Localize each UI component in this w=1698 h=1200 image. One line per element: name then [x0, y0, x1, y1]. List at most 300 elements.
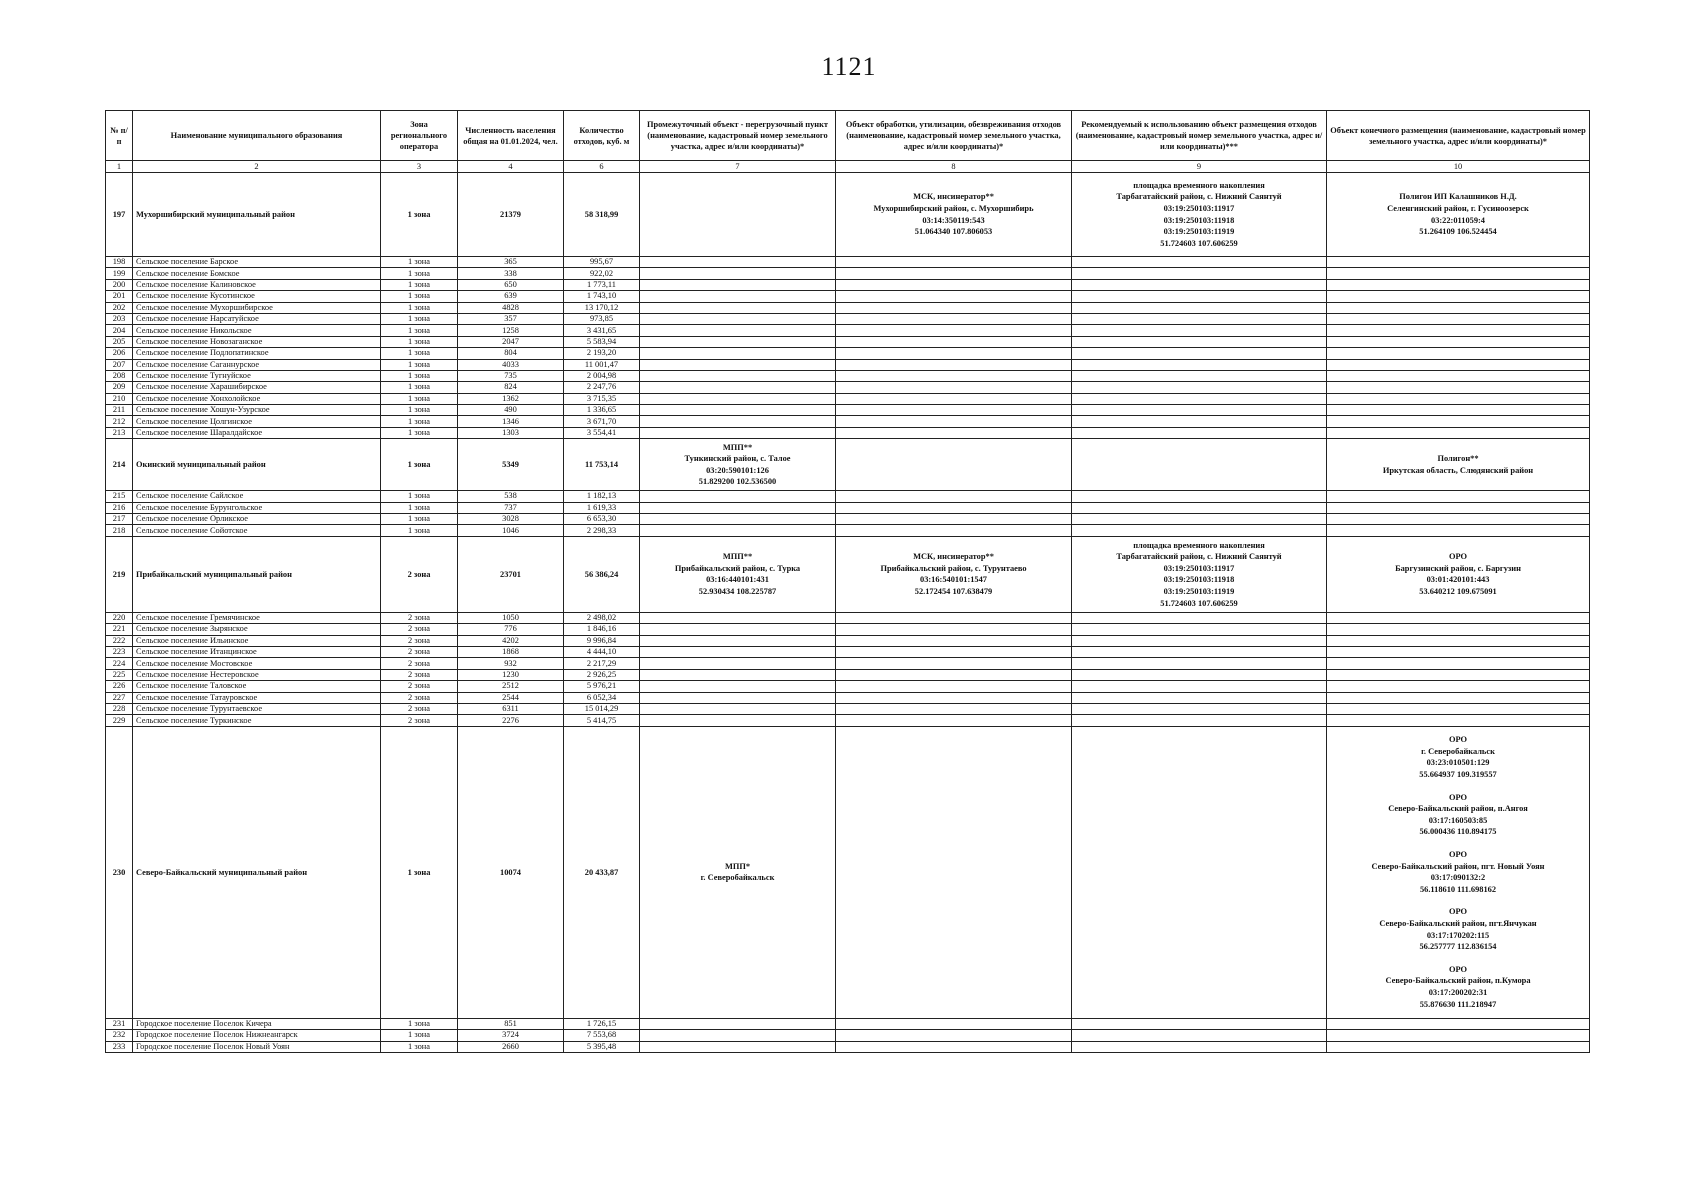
- recommended-facility: [1072, 405, 1327, 416]
- table-row: [106, 1018, 1590, 1029]
- district-row: [106, 536, 1590, 612]
- row-number: 232: [106, 1030, 133, 1041]
- recommended-facility: [1072, 302, 1327, 313]
- recommended-facility-line: Тарбагатайский район, с. Нижний Саянтуй: [1116, 192, 1282, 202]
- final-disposal: [1327, 635, 1590, 646]
- header-recommended: Рекомендуемый к использованию объект размещения отходов (наименование, кадастровый номер земельного участка, адрес и/или координаты)***: [1072, 111, 1327, 161]
- transfer-point-line: 03:16:440101:431: [706, 575, 769, 585]
- processing-facility: [836, 382, 1072, 393]
- population-value: 4033: [458, 359, 564, 370]
- table-row: [106, 370, 1590, 381]
- recommended-facility: [1072, 336, 1327, 347]
- waste-quantity: 922,02: [564, 268, 640, 279]
- population-value: 1346: [458, 416, 564, 427]
- row-number: 229: [106, 715, 133, 726]
- processing-facility: [836, 393, 1072, 404]
- processing-facility: [836, 173, 1072, 257]
- recommended-facility-line: 03:19:250103:11919: [1163, 586, 1235, 596]
- population-value: 21379: [458, 173, 564, 257]
- recommended-facility: [1072, 370, 1327, 381]
- row-number: 224: [106, 658, 133, 669]
- column-number: 3: [381, 161, 458, 173]
- municipality-name: Сельское поселение Итанцинское: [133, 646, 381, 657]
- recommended-facility: [1072, 382, 1327, 393]
- table-row: [106, 646, 1590, 657]
- processing-facility: [836, 313, 1072, 324]
- processing-facility: [836, 612, 1072, 623]
- final-disposal: [1327, 336, 1590, 347]
- column-number: 1: [106, 161, 133, 173]
- final-disposal: [1327, 624, 1590, 635]
- final-disposal: [1327, 382, 1590, 393]
- final-disposal: [1327, 1018, 1590, 1029]
- waste-quantity: 2 498,02: [564, 612, 640, 623]
- table-row: [106, 302, 1590, 313]
- transfer-point: [640, 370, 836, 381]
- processing-facility-line: Мухоршибирский район, с. Мухоршибирь: [873, 203, 1034, 213]
- waste-quantity: 5 414,75: [564, 715, 640, 726]
- waste-quantity: 2 217,29: [564, 658, 640, 669]
- waste-objects-table: [105, 110, 1590, 1053]
- row-number: 233: [106, 1041, 133, 1052]
- transfer-point: [640, 325, 836, 336]
- recommended-facility: [1072, 313, 1327, 324]
- transfer-point: [640, 1041, 836, 1052]
- final-disposal: [1327, 279, 1590, 290]
- population-value: 3028: [458, 514, 564, 525]
- header-name: Наименование муниципального образования: [133, 111, 381, 161]
- table-row: [106, 703, 1590, 714]
- processing-facility: [836, 291, 1072, 302]
- transfer-point: [640, 173, 836, 257]
- district-row: [106, 439, 1590, 491]
- final-disposal: [1327, 715, 1590, 726]
- waste-quantity: 2 298,33: [564, 525, 640, 536]
- processing-facility: [836, 536, 1072, 612]
- population-value: 804: [458, 348, 564, 359]
- row-number: 228: [106, 703, 133, 714]
- population-value: 490: [458, 405, 564, 416]
- row-number: 205: [106, 336, 133, 347]
- table-row: [106, 1030, 1590, 1041]
- operator-zone: 2 зона: [381, 612, 458, 623]
- final-disposal: [1327, 416, 1590, 427]
- page-number: 1121: [821, 52, 877, 81]
- transfer-point: [640, 726, 836, 1018]
- transfer-point: [640, 405, 836, 416]
- processing-facility: [836, 405, 1072, 416]
- municipality-name: Прибайкальский муниципальный район: [133, 536, 381, 612]
- row-number: 222: [106, 635, 133, 646]
- transfer-point: [640, 336, 836, 347]
- row-number: 226: [106, 681, 133, 692]
- operator-zone: 2 зона: [381, 658, 458, 669]
- final-disposal: [1327, 692, 1590, 703]
- transfer-point: [640, 359, 836, 370]
- municipality-name: Сельское поселение Ильинское: [133, 635, 381, 646]
- processing-facility: [836, 257, 1072, 268]
- final-disposal-line: ОРО: [1448, 552, 1468, 562]
- population-value: 4202: [458, 635, 564, 646]
- table-row: [106, 612, 1590, 623]
- recommended-facility: [1072, 348, 1327, 359]
- operator-zone: 1 зона: [381, 502, 458, 513]
- waste-quantity: 1 182,13: [564, 491, 640, 502]
- final-disposal-group: [1330, 849, 1586, 895]
- final-disposal-line: 51.264109 106.524454: [1419, 227, 1497, 237]
- municipality-name: Сельское поселение Тугнуйское: [133, 370, 381, 381]
- municipality-name: Сельское поселение Новозаганское: [133, 336, 381, 347]
- transfer-point-line: Прибайкальский район, с. Турка: [674, 563, 801, 573]
- recommended-facility: [1072, 359, 1327, 370]
- transfer-point: [640, 681, 836, 692]
- population-value: 2660: [458, 1041, 564, 1052]
- recommended-facility: [1072, 173, 1327, 257]
- population-value: 1258: [458, 325, 564, 336]
- recommended-facility-line: площадка временного накопления: [1133, 540, 1265, 550]
- recommended-facility: [1072, 393, 1327, 404]
- processing-facility: [836, 268, 1072, 279]
- processing-facility-line: 52.172454 107.638479: [914, 586, 993, 596]
- processing-facility: [836, 681, 1072, 692]
- final-disposal-line: 03:23:010501:129: [1426, 758, 1490, 768]
- final-disposal: [1327, 491, 1590, 502]
- transfer-point: [640, 268, 836, 279]
- municipality-name: Сельское поселение Туркинское: [133, 715, 381, 726]
- recommended-facility: [1072, 268, 1327, 279]
- transfer-point: [640, 536, 836, 612]
- population-value: 650: [458, 279, 564, 290]
- final-disposal-line: Северо-Байкальский район, п.Ангоя: [1388, 804, 1528, 814]
- column-number: 9: [1072, 161, 1327, 173]
- processing-facility: [836, 1018, 1072, 1029]
- operator-zone: 1 зона: [381, 1018, 458, 1029]
- municipality-name: Сельское поселение Турунтаевское: [133, 703, 381, 714]
- processing-facility: [836, 370, 1072, 381]
- municipality-name: Сельское поселение Барское: [133, 257, 381, 268]
- processing-facility: [836, 514, 1072, 525]
- transfer-point: [640, 658, 836, 669]
- transfer-point: [640, 291, 836, 302]
- municipality-name: Сельское поселение Сайлское: [133, 491, 381, 502]
- municipality-name: Сельское поселение Нарсатуйское: [133, 313, 381, 324]
- row-number: 227: [106, 692, 133, 703]
- recommended-facility: [1072, 1030, 1327, 1041]
- municipality-name: Сельское поселение Бомское: [133, 268, 381, 279]
- processing-facility: [836, 302, 1072, 313]
- final-disposal-line: 03:17:090132:2: [1430, 873, 1486, 883]
- municipality-name: Сельское поселение Мостовское: [133, 658, 381, 669]
- processing-facility: [836, 525, 1072, 536]
- header-population: Численность населения общая на 01.01.2024, чел.: [458, 111, 564, 161]
- table-row: [106, 416, 1590, 427]
- table-row: [106, 405, 1590, 416]
- population-value: 1046: [458, 525, 564, 536]
- transfer-point: [640, 525, 836, 536]
- operator-zone: 1 зона: [381, 416, 458, 427]
- municipality-name: Сельское поселение Харашибирское: [133, 382, 381, 393]
- row-number: 208: [106, 370, 133, 381]
- table-row: [106, 393, 1590, 404]
- waste-quantity: 1 846,16: [564, 624, 640, 635]
- waste-quantity: 5 395,48: [564, 1041, 640, 1052]
- operator-zone: 1 зона: [381, 279, 458, 290]
- table-row: [106, 382, 1590, 393]
- waste-quantity: 13 170,12: [564, 302, 640, 313]
- transfer-point: [640, 313, 836, 324]
- final-disposal-line: 56.257777 112.836154: [1419, 942, 1497, 952]
- recommended-facility: [1072, 669, 1327, 680]
- header-transfer: Промежуточный объект - перегрузочный пункт (наименование, кадастровый номер земельного участка, адрес и/или координаты)*: [640, 111, 836, 161]
- waste-quantity: 20 433,87: [564, 726, 640, 1018]
- operator-zone: 1 зона: [381, 268, 458, 279]
- population-value: 2512: [458, 681, 564, 692]
- municipality-name: Сельское поселение Татауровское: [133, 692, 381, 703]
- table-row: [106, 359, 1590, 370]
- final-disposal-line: 03:22:011059:4: [1431, 215, 1485, 225]
- recommended-facility-line: площадка временного накопления: [1133, 180, 1265, 190]
- municipality-name: Сельское поселение Шаралдайское: [133, 427, 381, 438]
- waste-quantity: 9 996,84: [564, 635, 640, 646]
- operator-zone: 1 зона: [381, 291, 458, 302]
- row-number: 210: [106, 393, 133, 404]
- transfer-point: [640, 491, 836, 502]
- waste-quantity: 2 004,98: [564, 370, 640, 381]
- header-final: Объект конечного размещения (наименование, кадастровый номер земельного участка, адрес и/или координаты)*: [1327, 111, 1590, 161]
- population-value: 23701: [458, 536, 564, 612]
- final-disposal: [1327, 646, 1590, 657]
- recommended-facility: [1072, 525, 1327, 536]
- municipality-name: Сельское поселение Зырянское: [133, 624, 381, 635]
- waste-quantity: 1 743,10: [564, 291, 640, 302]
- row-number: 219: [106, 536, 133, 612]
- final-disposal-line: Полигон**: [1437, 454, 1479, 464]
- recommended-facility: [1072, 681, 1327, 692]
- municipality-name: Городское поселение Поселок Нижнеангарск: [133, 1030, 381, 1041]
- processing-facility: [836, 646, 1072, 657]
- recommended-facility: [1072, 658, 1327, 669]
- processing-facility: [836, 726, 1072, 1018]
- final-disposal-line: 03:17:170202:115: [1426, 930, 1490, 940]
- operator-zone: 1 зона: [381, 726, 458, 1018]
- waste-quantity: 973,85: [564, 313, 640, 324]
- processing-facility: [836, 658, 1072, 669]
- processing-facility: [836, 692, 1072, 703]
- processing-facility: [836, 715, 1072, 726]
- column-number: 10: [1327, 161, 1590, 173]
- operator-zone: 1 зона: [381, 313, 458, 324]
- operator-zone: 1 зона: [381, 393, 458, 404]
- recommended-facility-line: 51.724603 107.606259: [1160, 238, 1238, 248]
- recommended-facility: [1072, 726, 1327, 1018]
- processing-facility: [836, 427, 1072, 438]
- recommended-facility-line: 51.724603 107.606259: [1160, 598, 1238, 608]
- municipality-name: Северо-Байкальский муниципальный район: [133, 726, 381, 1018]
- final-disposal: [1327, 514, 1590, 525]
- processing-facility: [836, 624, 1072, 635]
- processing-facility-line: 51.064340 107.806053: [914, 227, 993, 237]
- waste-quantity: 1 726,15: [564, 1018, 640, 1029]
- final-disposal: [1327, 257, 1590, 268]
- municipality-name: Сельское поселение Хонхолойское: [133, 393, 381, 404]
- population-value: 338: [458, 268, 564, 279]
- transfer-point: [640, 514, 836, 525]
- transfer-point: [640, 1018, 836, 1029]
- row-number: 203: [106, 313, 133, 324]
- operator-zone: 1 зона: [381, 405, 458, 416]
- final-disposal-line: ОРО: [1448, 907, 1468, 917]
- transfer-point: [640, 348, 836, 359]
- recommended-facility: [1072, 692, 1327, 703]
- final-disposal: [1327, 313, 1590, 324]
- population-value: 10074: [458, 726, 564, 1018]
- transfer-point: [640, 416, 836, 427]
- population-value: 2544: [458, 692, 564, 703]
- municipality-name: Сельское поселение Кусотинское: [133, 291, 381, 302]
- operator-zone: 1 зона: [381, 336, 458, 347]
- final-disposal: [1327, 173, 1590, 257]
- operator-zone: 1 зона: [381, 382, 458, 393]
- transfer-point: [640, 279, 836, 290]
- final-disposal-line: 53.640212 109.675091: [1419, 586, 1497, 596]
- waste-quantity: 3 715,35: [564, 393, 640, 404]
- final-disposal: [1327, 681, 1590, 692]
- waste-quantity: 1 773,11: [564, 279, 640, 290]
- transfer-point: [640, 624, 836, 635]
- column-number: 8: [836, 161, 1072, 173]
- operator-zone: 1 зона: [381, 302, 458, 313]
- recommended-facility: [1072, 502, 1327, 513]
- transfer-point-line: 03:20:590101:126: [706, 465, 769, 475]
- final-disposal: [1327, 703, 1590, 714]
- table-row: [106, 635, 1590, 646]
- transfer-point: [640, 393, 836, 404]
- population-value: 5349: [458, 439, 564, 491]
- processing-facility: [836, 502, 1072, 513]
- row-number: 199: [106, 268, 133, 279]
- final-disposal-line: Баргузинский район, с. Баргузин: [1395, 563, 1521, 573]
- recommended-facility-line: 03:19:250103:11918: [1163, 215, 1235, 225]
- waste-quantity: 11 753,14: [564, 439, 640, 491]
- final-disposal-group: [1330, 792, 1586, 838]
- waste-quantity: 2 193,20: [564, 348, 640, 359]
- column-number: 2: [133, 161, 381, 173]
- processing-facility: [836, 348, 1072, 359]
- transfer-point: [640, 502, 836, 513]
- waste-quantity: 3 431,65: [564, 325, 640, 336]
- final-disposal: [1327, 325, 1590, 336]
- waste-quantity: 6 052,34: [564, 692, 640, 703]
- row-number: 212: [106, 416, 133, 427]
- operator-zone: 2 зона: [381, 646, 458, 657]
- municipality-name: Окинский муниципальный район: [133, 439, 381, 491]
- table-row: [106, 624, 1590, 635]
- table-row: [106, 291, 1590, 302]
- recommended-facility: [1072, 1018, 1327, 1029]
- population-value: 1050: [458, 612, 564, 623]
- final-disposal-line: 03:17:200202:31: [1428, 987, 1488, 997]
- transfer-point: [640, 427, 836, 438]
- table-body: [106, 173, 1590, 1053]
- final-disposal-line: 03:17:160503:85: [1428, 815, 1488, 825]
- waste-quantity: 1 336,65: [564, 405, 640, 416]
- waste-quantity: 5 976,21: [564, 681, 640, 692]
- municipality-name: Городское поселение Поселок Кичера: [133, 1018, 381, 1029]
- operator-zone: 1 зона: [381, 491, 458, 502]
- final-disposal: [1327, 536, 1590, 612]
- population-value: 1868: [458, 646, 564, 657]
- operator-zone: 2 зона: [381, 715, 458, 726]
- final-disposal: [1327, 439, 1590, 491]
- row-number: 211: [106, 405, 133, 416]
- row-number: 201: [106, 291, 133, 302]
- transfer-point: [640, 612, 836, 623]
- transfer-point: [640, 1030, 836, 1041]
- population-value: 1230: [458, 669, 564, 680]
- table-row: [106, 313, 1590, 324]
- header-processing: Объект обработки, утилизации, обезвреживания отходов (наименование, кадастровый номер земельного участка, адрес и/или координаты)*: [836, 111, 1072, 161]
- recommended-facility: [1072, 635, 1327, 646]
- recommended-facility-line: 03:19:250103:11918: [1163, 575, 1235, 585]
- final-disposal: [1327, 502, 1590, 513]
- table-row: [106, 715, 1590, 726]
- table-row: [106, 1041, 1590, 1052]
- header-n: № п/п: [106, 111, 133, 161]
- row-number: 225: [106, 669, 133, 680]
- recommended-facility-line: Тарбагатайский район, с. Нижний Саянтуй: [1116, 552, 1282, 562]
- municipality-name: Сельское поселение Гремячинское: [133, 612, 381, 623]
- transfer-point-line: г. Северобайкальск: [700, 873, 775, 883]
- population-value: 6311: [458, 703, 564, 714]
- district-row: [106, 173, 1590, 257]
- row-number: 220: [106, 612, 133, 623]
- recommended-facility-line: 03:19:250103:11917: [1163, 203, 1235, 213]
- operator-zone: 2 зона: [381, 681, 458, 692]
- waste-quantity: 2 926,25: [564, 669, 640, 680]
- recommended-facility: [1072, 325, 1327, 336]
- table-row: [106, 669, 1590, 680]
- processing-facility: [836, 669, 1072, 680]
- final-disposal-line: г. Северобайкальск: [1421, 746, 1495, 756]
- recommended-facility-line: 03:19:250103:11917: [1163, 563, 1235, 573]
- operator-zone: 2 зона: [381, 692, 458, 703]
- table-row: [106, 692, 1590, 703]
- operator-zone: 2 зона: [381, 635, 458, 646]
- operator-zone: 2 зона: [381, 624, 458, 635]
- recommended-facility: [1072, 514, 1327, 525]
- final-disposal-line: Селенгинский район, г. Гусиноозерск: [1387, 203, 1529, 213]
- waste-quantity: 5 583,94: [564, 336, 640, 347]
- row-number: 202: [106, 302, 133, 313]
- transfer-point-line: МПП**: [722, 552, 753, 562]
- final-disposal: [1327, 359, 1590, 370]
- final-disposal-line: Полигон ИП Калашников Н.Д.: [1399, 192, 1517, 202]
- operator-zone: 1 зона: [381, 257, 458, 268]
- table-row: [106, 491, 1590, 502]
- population-value: 4828: [458, 302, 564, 313]
- municipality-name: Сельское поселение Мухоршибирское: [133, 302, 381, 313]
- row-number: 215: [106, 491, 133, 502]
- waste-quantity: 56 386,24: [564, 536, 640, 612]
- population-value: 735: [458, 370, 564, 381]
- table-row: [106, 325, 1590, 336]
- municipality-name: Сельское поселение Нестеровское: [133, 669, 381, 680]
- transfer-point: [640, 703, 836, 714]
- recommended-facility: [1072, 279, 1327, 290]
- final-disposal-group: [1330, 906, 1586, 952]
- row-number: 207: [106, 359, 133, 370]
- processing-facility: [836, 439, 1072, 491]
